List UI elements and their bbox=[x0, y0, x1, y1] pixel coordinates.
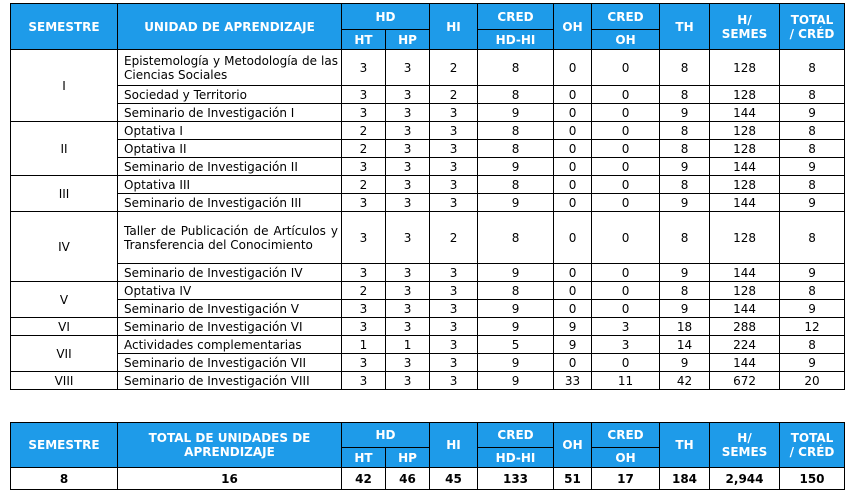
summary-header-hsemes bbox=[710, 423, 780, 468]
cred-cell: 8 bbox=[478, 140, 554, 158]
cred-cell: 8 bbox=[478, 122, 554, 140]
summary-header-cred-hd-sub: HD-HI bbox=[478, 448, 554, 468]
ht-cell: 3 bbox=[342, 158, 386, 176]
total-cell: 9 bbox=[780, 300, 845, 318]
hsem-cell: 144 bbox=[710, 354, 780, 372]
summary-header-hsemes-line2: SEMES bbox=[721, 445, 768, 459]
oh-cell: 0 bbox=[554, 194, 592, 212]
ht-cell: 2 bbox=[342, 122, 386, 140]
hi-cell: 2 bbox=[430, 212, 478, 264]
unit-cell: Optativa II bbox=[118, 140, 342, 158]
hp-cell: 3 bbox=[386, 264, 430, 282]
semester-cell: IV bbox=[11, 212, 118, 282]
summary-unidades: 16 bbox=[118, 468, 342, 490]
unit-cell: Optativa IV bbox=[118, 282, 342, 300]
cred-cell: 9 bbox=[478, 194, 554, 212]
cred-oh-cell: 0 bbox=[592, 300, 660, 318]
table-row bbox=[11, 372, 845, 390]
total-cell: 9 bbox=[780, 354, 845, 372]
table-row bbox=[11, 318, 845, 336]
th-cell: 8 bbox=[660, 50, 710, 86]
table-row bbox=[11, 104, 845, 122]
unit-cell: Sociedad y Territorio bbox=[118, 86, 342, 104]
header-oh: OH bbox=[554, 4, 592, 50]
th-cell: 8 bbox=[660, 140, 710, 158]
header-hsemes-line1: H/ bbox=[737, 12, 752, 27]
table-row bbox=[11, 158, 845, 176]
total-cell: 20 bbox=[780, 372, 845, 390]
hi-cell: 2 bbox=[430, 50, 478, 86]
header-hd: HD bbox=[342, 4, 430, 30]
hi-cell: 3 bbox=[430, 104, 478, 122]
hsem-cell: 144 bbox=[710, 194, 780, 212]
cred-oh-cell: 0 bbox=[592, 212, 660, 264]
ht-cell: 2 bbox=[342, 176, 386, 194]
unit-cell: Taller de Publicación de Artículos y Transferencia del Conocimiento bbox=[118, 212, 342, 264]
oh-cell: 0 bbox=[554, 282, 592, 300]
header-hp: HP bbox=[386, 30, 430, 50]
header-total-line1: TOTAL bbox=[790, 12, 834, 27]
summary-header-hi: HI bbox=[430, 423, 478, 468]
cred-cell: 8 bbox=[478, 50, 554, 86]
table-row bbox=[11, 194, 845, 212]
total-cell: 8 bbox=[780, 122, 845, 140]
hp-cell: 3 bbox=[386, 122, 430, 140]
ht-cell: 3 bbox=[342, 318, 386, 336]
cred-cell: 9 bbox=[478, 158, 554, 176]
hp-cell: 3 bbox=[386, 86, 430, 104]
ht-cell: 3 bbox=[342, 194, 386, 212]
table-row bbox=[11, 140, 845, 158]
header-cred-hd-sub: HD-HI bbox=[478, 30, 554, 50]
semester-cell: III bbox=[11, 176, 118, 212]
table-row bbox=[11, 122, 845, 140]
hi-cell: 3 bbox=[430, 194, 478, 212]
th-cell: 42 bbox=[660, 372, 710, 390]
hsem-cell: 144 bbox=[710, 158, 780, 176]
table-row bbox=[11, 50, 845, 86]
oh-cell: 0 bbox=[554, 122, 592, 140]
header-total-line2: / CRÉD bbox=[789, 26, 835, 41]
cred-cell: 9 bbox=[478, 104, 554, 122]
cred-oh-cell: 0 bbox=[592, 354, 660, 372]
header-cred-hd: CRED bbox=[478, 4, 554, 30]
summary-row bbox=[11, 468, 845, 490]
hsem-cell: 128 bbox=[710, 86, 780, 104]
summary-header-oh: OH bbox=[554, 423, 592, 468]
cred-oh-cell: 3 bbox=[592, 336, 660, 354]
table-row bbox=[11, 264, 845, 282]
header-total bbox=[780, 4, 845, 50]
unit-cell: Seminario de Investigación III bbox=[118, 194, 342, 212]
unit-cell: Optativa I bbox=[118, 122, 342, 140]
th-cell: 9 bbox=[660, 104, 710, 122]
table-row bbox=[11, 212, 845, 264]
th-cell: 8 bbox=[660, 86, 710, 104]
hsem-cell: 128 bbox=[710, 50, 780, 86]
summary-header-total bbox=[780, 423, 845, 468]
unit-cell: Seminario de Investigación VII bbox=[118, 354, 342, 372]
semester-cell: V bbox=[11, 282, 118, 318]
header-ht: HT bbox=[342, 30, 386, 50]
hsem-cell: 224 bbox=[710, 336, 780, 354]
summary-header-hd: HD bbox=[342, 423, 430, 448]
header-semestre: SEMESTRE bbox=[11, 4, 118, 50]
cred-oh-cell: 0 bbox=[592, 282, 660, 300]
summary-oh: 51 bbox=[554, 468, 592, 490]
cred-cell: 8 bbox=[478, 176, 554, 194]
th-cell: 9 bbox=[660, 354, 710, 372]
cred-cell: 9 bbox=[478, 354, 554, 372]
header-th: TH bbox=[660, 4, 710, 50]
summary-header-hp: HP bbox=[386, 448, 430, 468]
summary-header-unidades-line2: APRENDIZAJE bbox=[184, 445, 275, 459]
th-cell: 9 bbox=[660, 158, 710, 176]
total-cell: 8 bbox=[780, 176, 845, 194]
semester-cell: VI bbox=[11, 318, 118, 336]
table-row bbox=[11, 336, 845, 354]
summary-cred-oh: 17 bbox=[592, 468, 660, 490]
header-cred-oh-sub: OH bbox=[592, 30, 660, 50]
summary-hp: 46 bbox=[386, 468, 430, 490]
hsem-cell: 144 bbox=[710, 104, 780, 122]
hp-cell: 3 bbox=[386, 140, 430, 158]
cred-cell: 9 bbox=[478, 264, 554, 282]
total-cell: 8 bbox=[780, 140, 845, 158]
cred-cell: 8 bbox=[478, 86, 554, 104]
summary-header-unidades bbox=[118, 423, 342, 468]
cred-oh-cell: 0 bbox=[592, 176, 660, 194]
table-row bbox=[11, 282, 845, 300]
hp-cell: 3 bbox=[386, 282, 430, 300]
cred-cell: 5 bbox=[478, 336, 554, 354]
oh-cell: 0 bbox=[554, 264, 592, 282]
hsem-cell: 144 bbox=[710, 300, 780, 318]
semester-cell: VIII bbox=[11, 372, 118, 390]
summary-header-semestre: SEMESTRE bbox=[11, 423, 118, 468]
summary-table bbox=[10, 422, 845, 490]
ht-cell: 3 bbox=[342, 212, 386, 264]
total-cell: 9 bbox=[780, 264, 845, 282]
hi-cell: 3 bbox=[430, 140, 478, 158]
th-cell: 8 bbox=[660, 282, 710, 300]
cred-oh-cell: 0 bbox=[592, 86, 660, 104]
total-cell: 8 bbox=[780, 282, 845, 300]
cred-cell: 8 bbox=[478, 282, 554, 300]
summary-header-total-line1: TOTAL bbox=[790, 431, 834, 445]
hi-cell: 3 bbox=[430, 336, 478, 354]
hi-cell: 3 bbox=[430, 300, 478, 318]
summary-header-th: TH bbox=[660, 423, 710, 468]
cred-cell: 9 bbox=[478, 318, 554, 336]
hp-cell: 3 bbox=[386, 300, 430, 318]
unit-cell: Seminario de Investigación IV bbox=[118, 264, 342, 282]
th-cell: 9 bbox=[660, 264, 710, 282]
summary-hsem: 2,944 bbox=[710, 468, 780, 490]
cred-oh-cell: 0 bbox=[592, 158, 660, 176]
th-cell: 8 bbox=[660, 122, 710, 140]
hp-cell: 1 bbox=[386, 336, 430, 354]
semester-cell: II bbox=[11, 122, 118, 176]
total-cell: 8 bbox=[780, 50, 845, 86]
hp-cell: 3 bbox=[386, 194, 430, 212]
hp-cell: 3 bbox=[386, 50, 430, 86]
oh-cell: 0 bbox=[554, 158, 592, 176]
summary-header-ht: HT bbox=[342, 448, 386, 468]
hp-cell: 3 bbox=[386, 158, 430, 176]
summary-semestre: 8 bbox=[11, 468, 118, 490]
unit-cell: Seminario de Investigación VIII bbox=[118, 372, 342, 390]
table-row bbox=[11, 86, 845, 104]
oh-cell: 0 bbox=[554, 104, 592, 122]
unit-cell: Seminario de Investigación I bbox=[118, 104, 342, 122]
header-unidad: UNIDAD DE APRENDIZAJE bbox=[118, 4, 342, 50]
cred-oh-cell: 0 bbox=[592, 264, 660, 282]
semester-cell: I bbox=[11, 50, 118, 122]
hsem-cell: 672 bbox=[710, 372, 780, 390]
total-cell: 9 bbox=[780, 194, 845, 212]
ht-cell: 3 bbox=[342, 50, 386, 86]
cred-oh-cell: 0 bbox=[592, 140, 660, 158]
hi-cell: 2 bbox=[430, 86, 478, 104]
oh-cell: 0 bbox=[554, 212, 592, 264]
header-cred-oh: CRED bbox=[592, 4, 660, 30]
ht-cell: 3 bbox=[342, 372, 386, 390]
summary-header-cred-hd: CRED bbox=[478, 423, 554, 448]
hi-cell: 3 bbox=[430, 318, 478, 336]
unit-cell: Seminario de Investigación V bbox=[118, 300, 342, 318]
unit-cell: Seminario de Investigación VI bbox=[118, 318, 342, 336]
hi-cell: 3 bbox=[430, 176, 478, 194]
unit-cell: Optativa III bbox=[118, 176, 342, 194]
hp-cell: 3 bbox=[386, 212, 430, 264]
ht-cell: 3 bbox=[342, 264, 386, 282]
hsem-cell: 128 bbox=[710, 122, 780, 140]
table-row bbox=[11, 176, 845, 194]
cred-cell: 9 bbox=[478, 300, 554, 318]
table-row bbox=[11, 354, 845, 372]
hi-cell: 3 bbox=[430, 158, 478, 176]
summary-cred: 133 bbox=[478, 468, 554, 490]
total-cell: 9 bbox=[780, 158, 845, 176]
th-cell: 9 bbox=[660, 300, 710, 318]
th-cell: 8 bbox=[660, 176, 710, 194]
hp-cell: 3 bbox=[386, 372, 430, 390]
oh-cell: 0 bbox=[554, 300, 592, 318]
oh-cell: 9 bbox=[554, 318, 592, 336]
oh-cell: 9 bbox=[554, 336, 592, 354]
hi-cell: 3 bbox=[430, 122, 478, 140]
hsem-cell: 128 bbox=[710, 282, 780, 300]
unit-cell: Actividades complementarias bbox=[118, 336, 342, 354]
summary-hi: 45 bbox=[430, 468, 478, 490]
th-cell: 8 bbox=[660, 212, 710, 264]
ht-cell: 1 bbox=[342, 336, 386, 354]
cred-oh-cell: 0 bbox=[592, 104, 660, 122]
hsem-cell: 144 bbox=[710, 264, 780, 282]
cred-oh-cell: 0 bbox=[592, 194, 660, 212]
curriculum-table bbox=[10, 3, 845, 390]
total-cell: 9 bbox=[780, 104, 845, 122]
summary-header-cred-oh: CRED bbox=[592, 423, 660, 448]
semester-cell: VII bbox=[11, 336, 118, 372]
cred-oh-cell: 0 bbox=[592, 50, 660, 86]
header-hi: HI bbox=[430, 4, 478, 50]
hsem-cell: 288 bbox=[710, 318, 780, 336]
oh-cell: 0 bbox=[554, 354, 592, 372]
summary-header-cred-oh-sub: OH bbox=[592, 448, 660, 468]
summary-th: 184 bbox=[660, 468, 710, 490]
summary-total: 150 bbox=[780, 468, 845, 490]
ht-cell: 3 bbox=[342, 300, 386, 318]
cred-oh-cell: 0 bbox=[592, 122, 660, 140]
hi-cell: 3 bbox=[430, 372, 478, 390]
hi-cell: 3 bbox=[430, 264, 478, 282]
hsem-cell: 128 bbox=[710, 176, 780, 194]
oh-cell: 33 bbox=[554, 372, 592, 390]
oh-cell: 0 bbox=[554, 50, 592, 86]
total-cell: 8 bbox=[780, 212, 845, 264]
header-hsemes-line2: SEMES bbox=[721, 26, 768, 41]
summary-header-total-line2: / CRÉD bbox=[789, 445, 835, 459]
ht-cell: 3 bbox=[342, 86, 386, 104]
oh-cell: 0 bbox=[554, 140, 592, 158]
total-cell: 8 bbox=[780, 86, 845, 104]
th-cell: 18 bbox=[660, 318, 710, 336]
cred-cell: 8 bbox=[478, 212, 554, 264]
hp-cell: 3 bbox=[386, 354, 430, 372]
hi-cell: 3 bbox=[430, 354, 478, 372]
oh-cell: 0 bbox=[554, 176, 592, 194]
oh-cell: 0 bbox=[554, 86, 592, 104]
hp-cell: 3 bbox=[386, 176, 430, 194]
total-cell: 12 bbox=[780, 318, 845, 336]
summary-header-hsemes-line1: H/ bbox=[737, 431, 752, 445]
summary-ht: 42 bbox=[342, 468, 386, 490]
cred-oh-cell: 3 bbox=[592, 318, 660, 336]
ht-cell: 3 bbox=[342, 104, 386, 122]
unit-cell: Seminario de Investigación II bbox=[118, 158, 342, 176]
ht-cell: 2 bbox=[342, 282, 386, 300]
hp-cell: 3 bbox=[386, 318, 430, 336]
summary-header-unidades-line1: TOTAL DE UNIDADES DE bbox=[148, 431, 311, 445]
hp-cell: 3 bbox=[386, 104, 430, 122]
table-row bbox=[11, 300, 845, 318]
header-hsemes bbox=[710, 4, 780, 50]
ht-cell: 3 bbox=[342, 354, 386, 372]
hi-cell: 3 bbox=[430, 282, 478, 300]
th-cell: 9 bbox=[660, 194, 710, 212]
cred-oh-cell: 11 bbox=[592, 372, 660, 390]
cred-cell: 9 bbox=[478, 372, 554, 390]
total-cell: 8 bbox=[780, 336, 845, 354]
unit-cell: Epistemología y Metodología de las Ciencias Sociales bbox=[118, 50, 342, 86]
th-cell: 14 bbox=[660, 336, 710, 354]
ht-cell: 2 bbox=[342, 140, 386, 158]
hsem-cell: 128 bbox=[710, 212, 780, 264]
hsem-cell: 128 bbox=[710, 140, 780, 158]
